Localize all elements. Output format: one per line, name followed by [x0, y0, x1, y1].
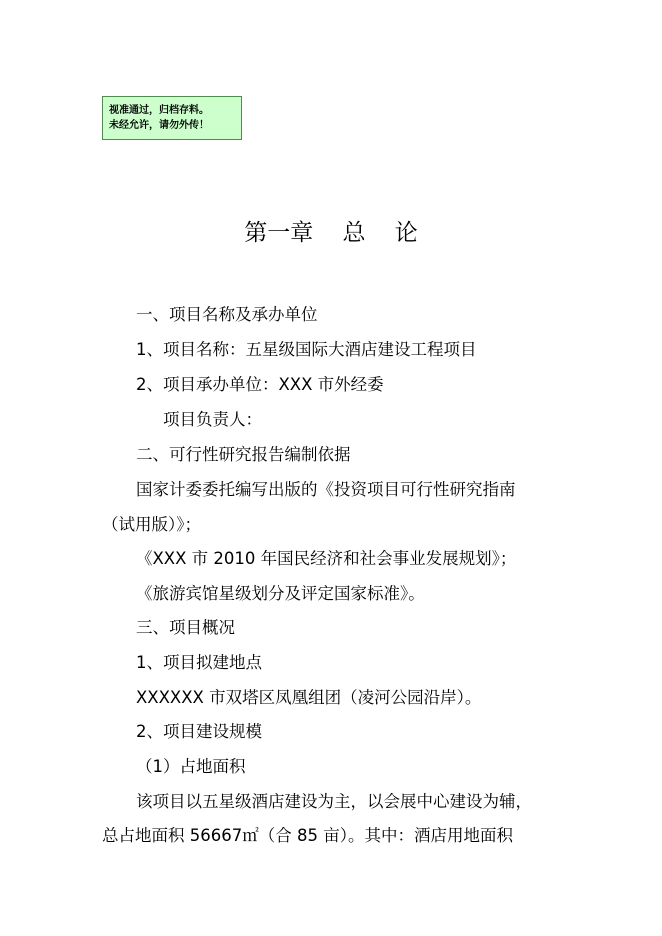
section-heading-project-name: 一、项目名称及承办单位 — [136, 305, 318, 324]
section-heading-basis: 二、可行性研究报告编制依据 — [136, 445, 351, 464]
notice-line-no-distribution: 未经允许，请勿外传！ — [109, 120, 209, 131]
section-heading-overview: 三、项目概况 — [136, 618, 235, 637]
chapter-title: 第一章 总 论 — [244, 220, 418, 246]
project-leader-item: 项目负责人： — [163, 410, 262, 429]
notice-line-approved: 视准通过，归档存料。 — [109, 105, 209, 116]
project-name-item: 1、项目名称：五星级国际大酒店建设工程项目 — [136, 340, 477, 359]
overview-land-area-para-line2: 总占地面积 56667㎡（合 85 亩）。其中：酒店用地面积 — [102, 826, 513, 845]
overview-scale-heading: 2、项目建设规模 — [136, 722, 262, 741]
basis-guide-line1: 国家计委委托编写出版的《投资项目可行性研究指南 — [136, 480, 516, 499]
basis-city-plan: 《XXX 市 2010 年国民经济和社会事业发展规划》； — [136, 549, 517, 568]
project-organizer-item: 2、项目承办单位：XXX 市外经委 — [136, 375, 384, 394]
overview-land-area-heading: （1）占地面积 — [136, 757, 246, 776]
overview-site-heading: 1、项目拟建地点 — [136, 653, 262, 672]
overview-site-location: XXXXXX 市双塔区凤凰组团（凌河公园沿岸）。 — [136, 688, 482, 707]
overview-land-area-para-line1: 该项目以五星级酒店建设为主，以会展中心建设为辅， — [136, 792, 532, 811]
confidential-notice-box — [102, 96, 242, 140]
basis-hotel-standard: 《旅游宾馆星级划分及评定国家标准》。 — [136, 584, 425, 603]
basis-guide-line2: （试用版）》； — [102, 515, 201, 534]
